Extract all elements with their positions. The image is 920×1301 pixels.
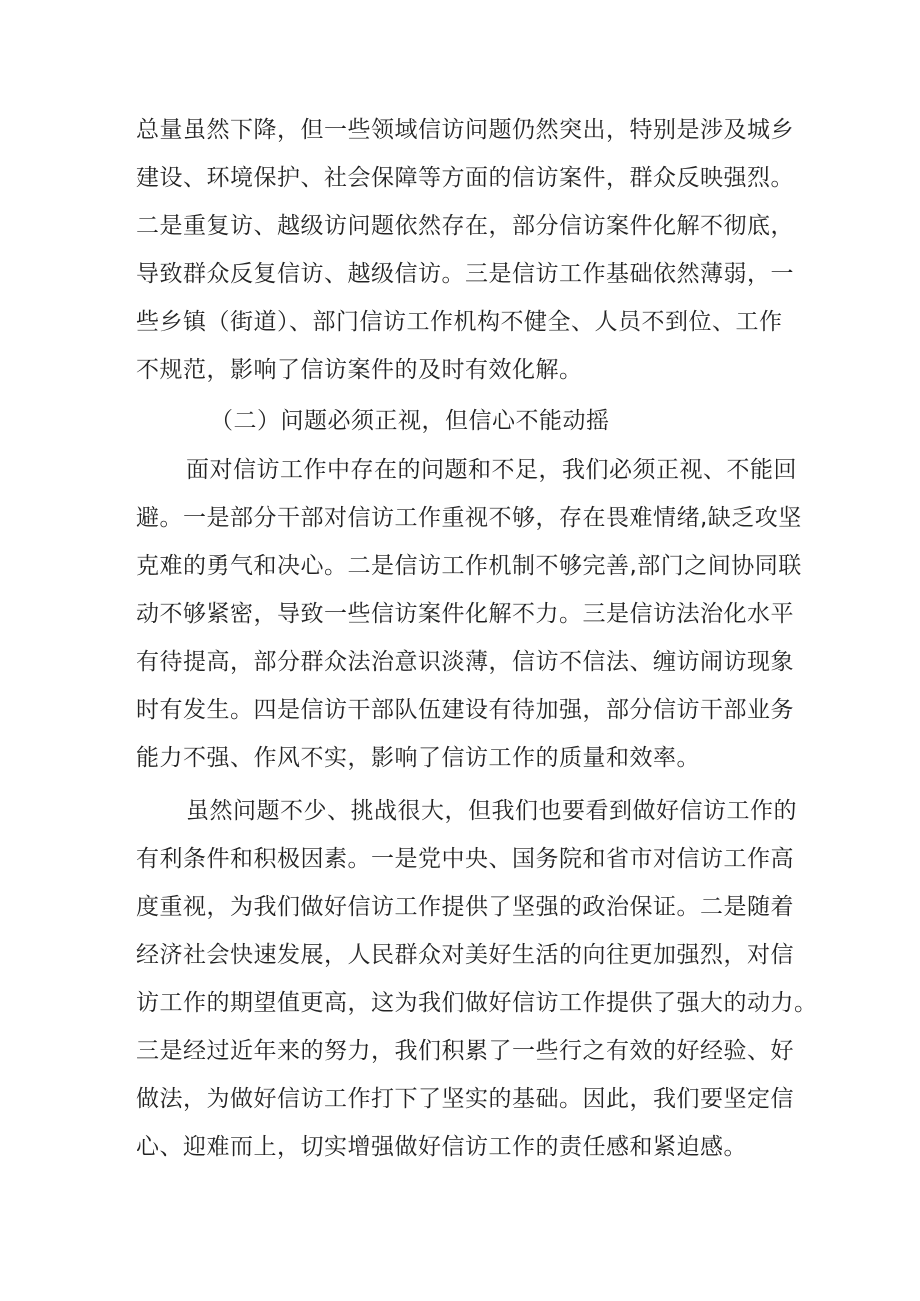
paragraph-line: 做法，为做好信访工作打下了坚实的基础。因此，我们要坚定信 <box>136 1086 794 1112</box>
paragraph-continued <box>136 106 796 394</box>
paragraph-line: 些乡镇（街道）、部门信访工作机构不健全、人员不到位、工作 <box>136 309 783 335</box>
paragraph-line: 时有发生。四是信访干部队伍建设有待加强，部分信访干部业务 <box>136 697 794 723</box>
paragraph-line: 度重视，为我们做好信访工作提供了坚强的政治保证。二是随着 <box>136 894 794 920</box>
paragraph-line: 经济社会快速发展，人民群众对美好生活的向往更加强烈，对信 <box>136 942 794 968</box>
paragraph-line: 总量虽然下降，但一些领域信访问题仍然突出，特别是涉及城乡 <box>136 117 794 143</box>
paragraph-line: 面对信访工作中存在的问题和不足，我们必须正视、不能回 <box>186 457 797 483</box>
paragraph-line: 访工作的期望值更高，这为我们做好信访工作提供了强大的动力。 <box>136 990 818 1016</box>
paragraph-line: 心、迎难而上，切实增强做好信访工作的责任感和紧迫感。 <box>136 1134 747 1160</box>
paragraph-line: 能力不强、作风不实，影响了信访工作的质量和效率。 <box>136 745 700 771</box>
paragraph-line: 动不够紧密，导致一些信访案件化解不力。三是信访法治化水平 <box>136 601 794 627</box>
paragraph-line: 二是重复访、越级访问题依然存在，部分信访案件化解不彻底， <box>136 213 794 239</box>
paragraph-problems <box>136 446 802 782</box>
section-heading <box>136 397 796 445</box>
paragraph-line: 三是经过近年来的努力，我们积累了一些行之有效的好经验、好 <box>136 1038 794 1064</box>
section-heading-text: （二）问题必须正视，但信心不能动摇 <box>210 408 610 434</box>
paragraph-line: 建设、环境保护、社会保障等方面的信访案件，群众反映强烈。 <box>136 165 794 191</box>
paragraph-line: 不规范，影响了信访案件的及时有效化解。 <box>136 357 583 383</box>
paragraph-line: 有利条件和积极因素。一是党中央、国务院和省市对信访工作高 <box>136 846 794 872</box>
paragraph-favorable-conditions <box>136 787 818 1171</box>
paragraph-line: 有待提高，部分群众法治意识淡薄，信访不信法、缠访闹访现象 <box>136 649 794 675</box>
paragraph-line: 克难的勇气和决心。二是信访工作机制不够完善,部门之间协同联 <box>136 553 802 579</box>
paragraph-line: 导致群众反复信访、越级信访。三是信访工作基础依然薄弱，一 <box>136 261 794 287</box>
paragraph-line: 避。一是部分干部对信访工作重视不够，存在畏难情绪,缺乏攻坚 <box>136 505 802 531</box>
paragraph-line: 虽然问题不少、挑战很大，但我们也要看到做好信访工作的 <box>186 798 797 824</box>
